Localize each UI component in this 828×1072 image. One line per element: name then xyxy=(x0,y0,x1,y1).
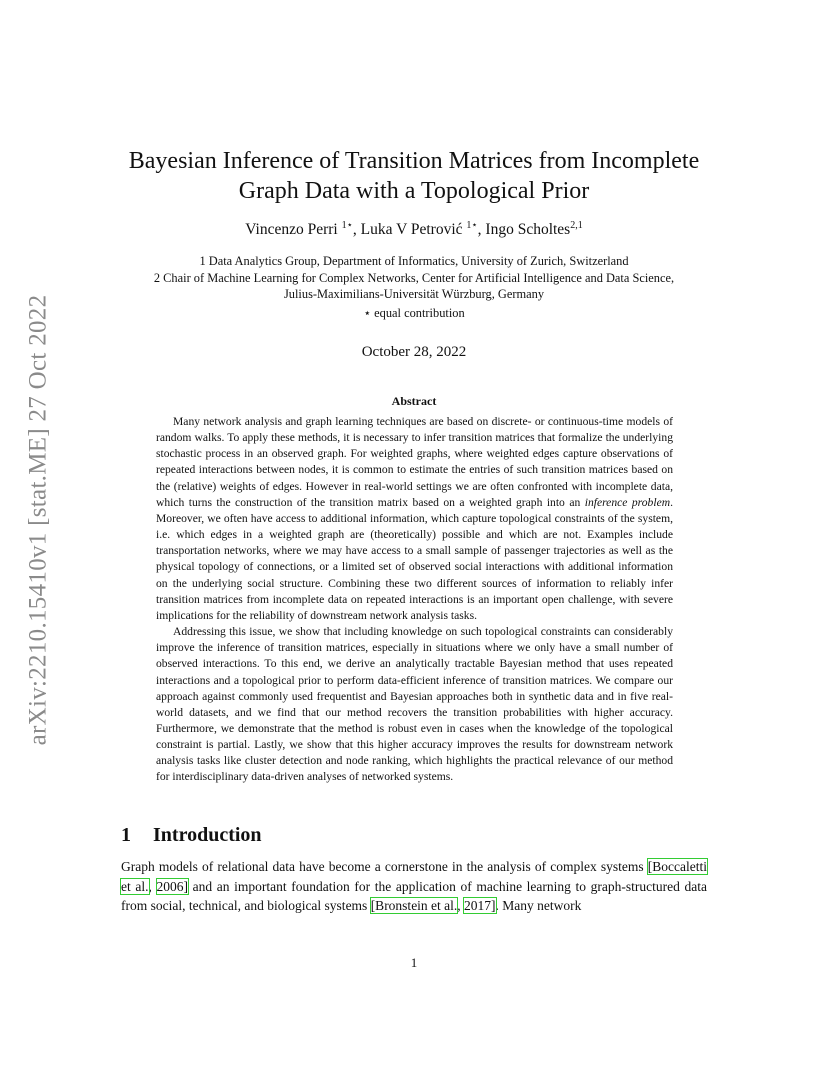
citation-link[interactable]: 2017] xyxy=(464,898,496,913)
abstract-heading: Abstract xyxy=(391,394,437,408)
citation-link[interactable]: [Bronstein et al. xyxy=(370,898,458,913)
author-list: Vincenzo Perri $^{1⋆}$, Luka V Petrović $^{1⋆}$, Ingo Scholtes$^{2,1}$ xyxy=(245,219,583,238)
arxiv-identifier-text: arXiv:2210.15410v1 [stat.ME] 27 Oct 2022 xyxy=(24,294,51,746)
publication-date: October 28, 2022 xyxy=(361,344,467,360)
arxiv-identifier-stamp xyxy=(16,280,60,760)
affiliations xyxy=(100,253,728,321)
abstract-body xyxy=(156,414,673,786)
author-affiliation-mark: 1⋆ xyxy=(466,219,478,231)
affiliation-line: Julius-Maximilians-Universität Würzburg, Germany xyxy=(283,287,545,301)
equal-contribution-note: ⋆ equal contribution xyxy=(363,305,465,320)
introduction-paragraph: Graph models of relational data have become a cornerstone in the analysis of complex systems [Boccaletti et al., 2006] and an important foundation for the application of machine learning to graph-structured data from social, technical, and biological systems [Bronstein et al., 2017]. Many network xyxy=(121,859,707,913)
author-name: Ingo Scholtes xyxy=(485,221,571,238)
abstract-paragraph: Addressing this issue, we show that including knowledge on such topological constraints can considerably improve the inference of transition matrices, especially in situations where we only have a small number of observed interactions. To this end, we derive an analytically tractable Bayesian method that uses repeated interactions and a topological prior to perform data-efficient inference of transition matrices. We compare our approach against commonly used frequentist and Bayesian approaches both in synthetic data and in five real-world datasets, and we find that our method recovers the transition probabilities with higher accuracy. Furthermore, we demonstrate that the method is robust even in cases when the knowledge of the topological constraint is partial. Lastly, we show that this higher accuracy improves the results for downstream network analysis tasks like cluster detection and node ranking, which highlights the practical relevance of our method for interdisciplinary data-driven analyses of networked systems. xyxy=(156,625,673,784)
citation-link[interactable]: [Boccaletti et al. xyxy=(121,859,707,894)
affiliation-line: 2 Chair of Machine Learning for Complex Networks, Center for Artificial Intelligence and Data Science, xyxy=(153,270,675,285)
section-heading xyxy=(121,822,721,848)
paper-title: Bayesian Inference of Transition Matrices from Incomplete Graph Data with a Topological Prior xyxy=(128,148,700,204)
affiliation-line: 1 Data Analytics Group, Department of Informatics, University of Zurich, Switzerland xyxy=(199,254,629,268)
author-affiliation-mark: 1⋆ xyxy=(341,219,353,231)
abstract-paragraph: Many network analysis and graph learning techniques are based on discrete- or continuous-time models of random walks. To apply these methods, it is necessary to infer transition matrices that formalize the underlying stochastic process in an observed graph. For weighted graphs, where weighted edges capture observations of repeated interactions between nodes, it is common to estimate the entries of such transition matrices based on the (relative) weights of edges. However in real-world settings we are often confronted with incomplete data, which turns the construction of the transition matrix based on a weighted graph into an inference problem. Moreover, we often have access to additional information, which capture topological constraints of the system, i.e. which edges in a weighted graph are (theoretically) possible and which are not. Examples include transportation networks, where we may have access to a small sample of passenger trajectories as well as the physical topology of connections, or a limited set of observed social interactions with additional information on the underlying social structure. Combining these two different sources of information to reliably infer transition matrices from incomplete data on repeated interactions is an important open challenge, with severe implications for the reliability of downstream network analysis tasks. xyxy=(156,415,673,622)
section-title: Introduction xyxy=(153,824,262,846)
author-name: Vincenzo Perri xyxy=(245,221,338,238)
author-name: Luka V Petrović xyxy=(360,221,463,238)
citation-link[interactable]: 2006] xyxy=(156,878,189,894)
author-affiliation-mark: 2,1 xyxy=(570,219,583,231)
section-number: 1 xyxy=(121,824,131,846)
page-number: 1 xyxy=(410,955,418,970)
emphasized-term: inference problem xyxy=(584,495,671,509)
